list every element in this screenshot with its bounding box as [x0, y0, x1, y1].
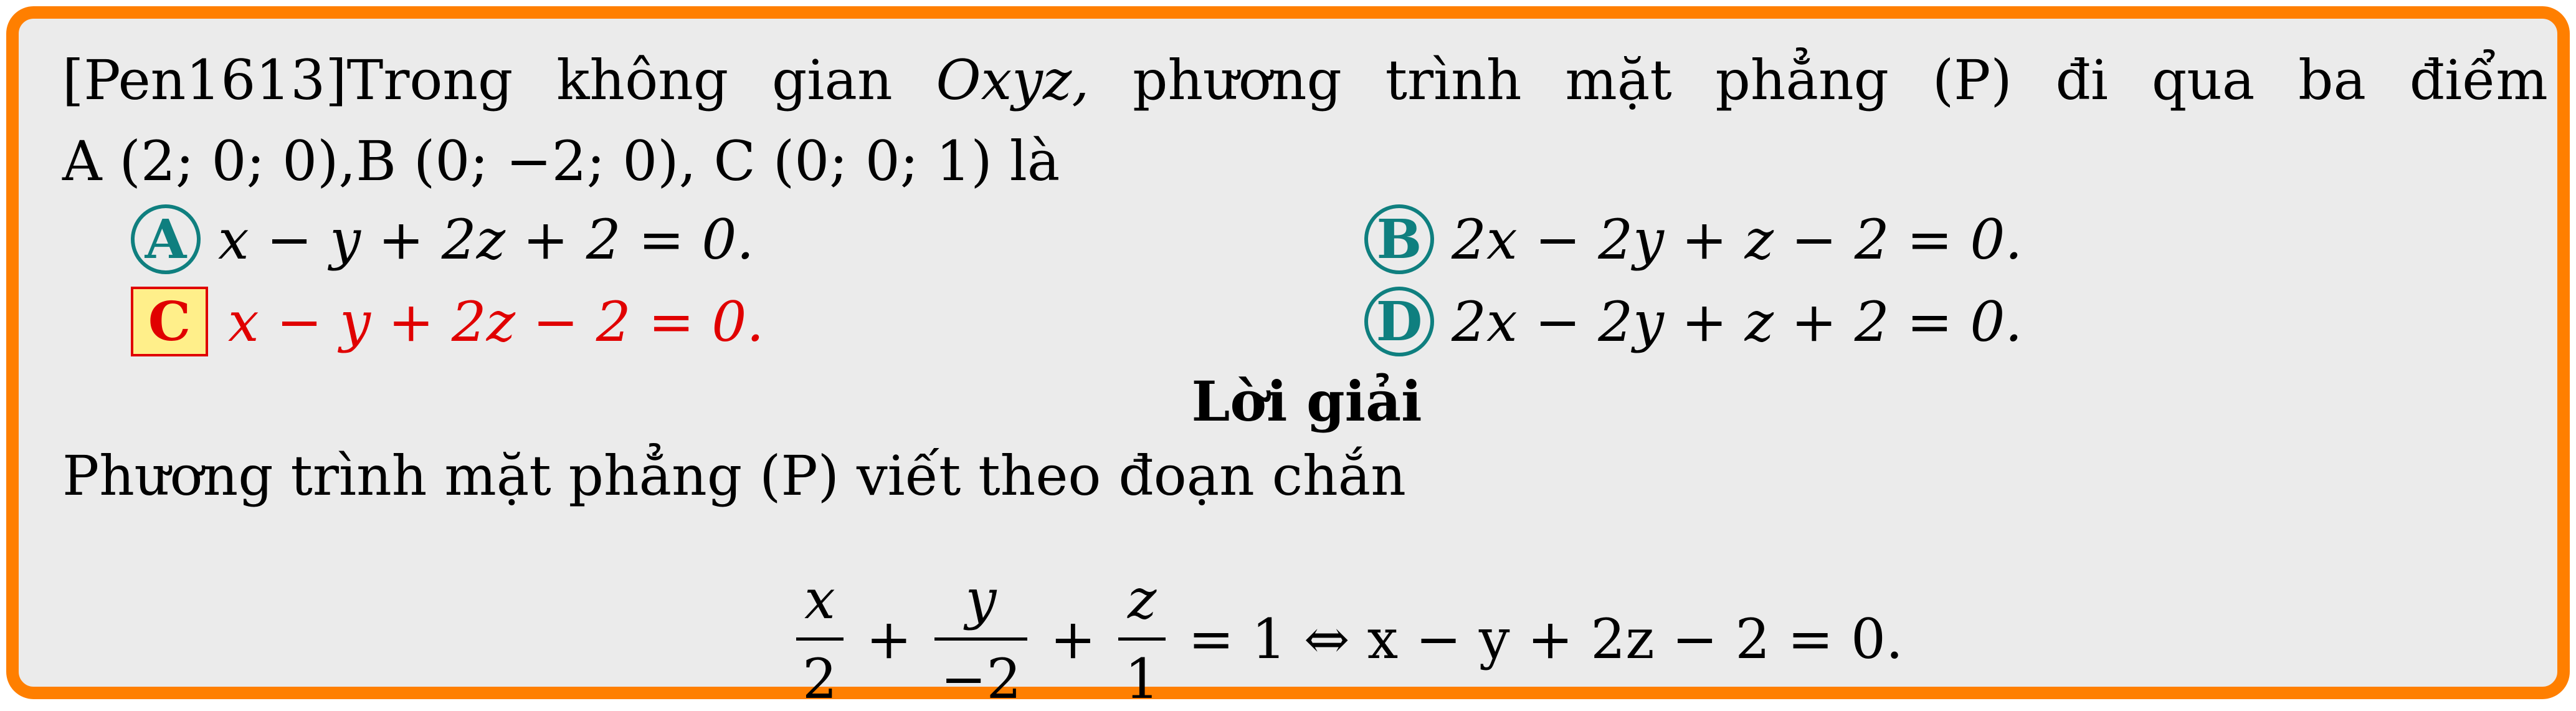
solution-text: Phương trình mặt phẳng (P) viết theo đoạn chắn: [62, 444, 1406, 508]
question-word: phẳng: [1715, 48, 1889, 112]
option-a-text: x − y + 2z + 2 = 0.: [218, 207, 754, 272]
option-a[interactable]: [131, 204, 754, 274]
question-word: ba: [2298, 48, 2366, 112]
option-d-text: 2x − 2y + z + 2 = 0.: [1452, 289, 2023, 354]
fraction-denominator: 2: [802, 647, 837, 711]
fraction-x-over-2: [796, 567, 844, 711]
option-a-marker: A: [131, 204, 201, 274]
fraction-z-over-1: [1118, 567, 1166, 711]
fraction-denominator: 1: [1124, 647, 1160, 711]
question-word: Oxyz,: [936, 48, 1090, 112]
fraction-numerator: x: [804, 567, 835, 631]
option-b-marker: B: [1364, 204, 1434, 274]
formula-rhs: = 1 ⇔ x − y + 2z − 2 = 0.: [1188, 607, 1903, 671]
solution-formula: [785, 567, 1914, 711]
fraction-y-over-minus-2: [934, 567, 1028, 711]
question-line-1: [62, 48, 2548, 112]
question-word: qua: [2151, 48, 2255, 112]
fraction-numerator: z: [1128, 567, 1157, 631]
plus-sign: +: [866, 607, 912, 671]
plus-sign: +: [1050, 607, 1096, 671]
option-c-marker: C: [131, 287, 208, 356]
fraction-denominator: −2: [940, 647, 1022, 711]
question-card: [6, 6, 2570, 711]
fraction-numerator: y: [965, 567, 997, 631]
question-word: trình: [1385, 48, 1522, 112]
option-c[interactable]: [131, 287, 764, 356]
question-word: [Pen1613]Trong: [62, 48, 513, 112]
question-word: gian: [772, 48, 893, 112]
question-word: (P): [1932, 48, 2012, 112]
solution-title: Lời giải: [1191, 369, 1422, 434]
question-word: điểm: [2409, 48, 2548, 112]
option-c-text: x − y + 2z − 2 = 0.: [228, 289, 764, 354]
option-b-text: 2x − 2y + z − 2 = 0.: [1452, 207, 2023, 272]
option-d-marker: D: [1364, 287, 1434, 356]
question-word: mặt: [1565, 48, 1672, 112]
question-word: không: [556, 48, 729, 112]
question-line-2: A (2; 0; 0),B (0; −2; 0), C (0; 0; 1) là: [62, 129, 1060, 193]
option-b[interactable]: [1364, 204, 2022, 274]
option-d[interactable]: [1364, 287, 2022, 356]
question-word: đi: [2055, 48, 2109, 112]
question-word: phương: [1133, 48, 1342, 112]
